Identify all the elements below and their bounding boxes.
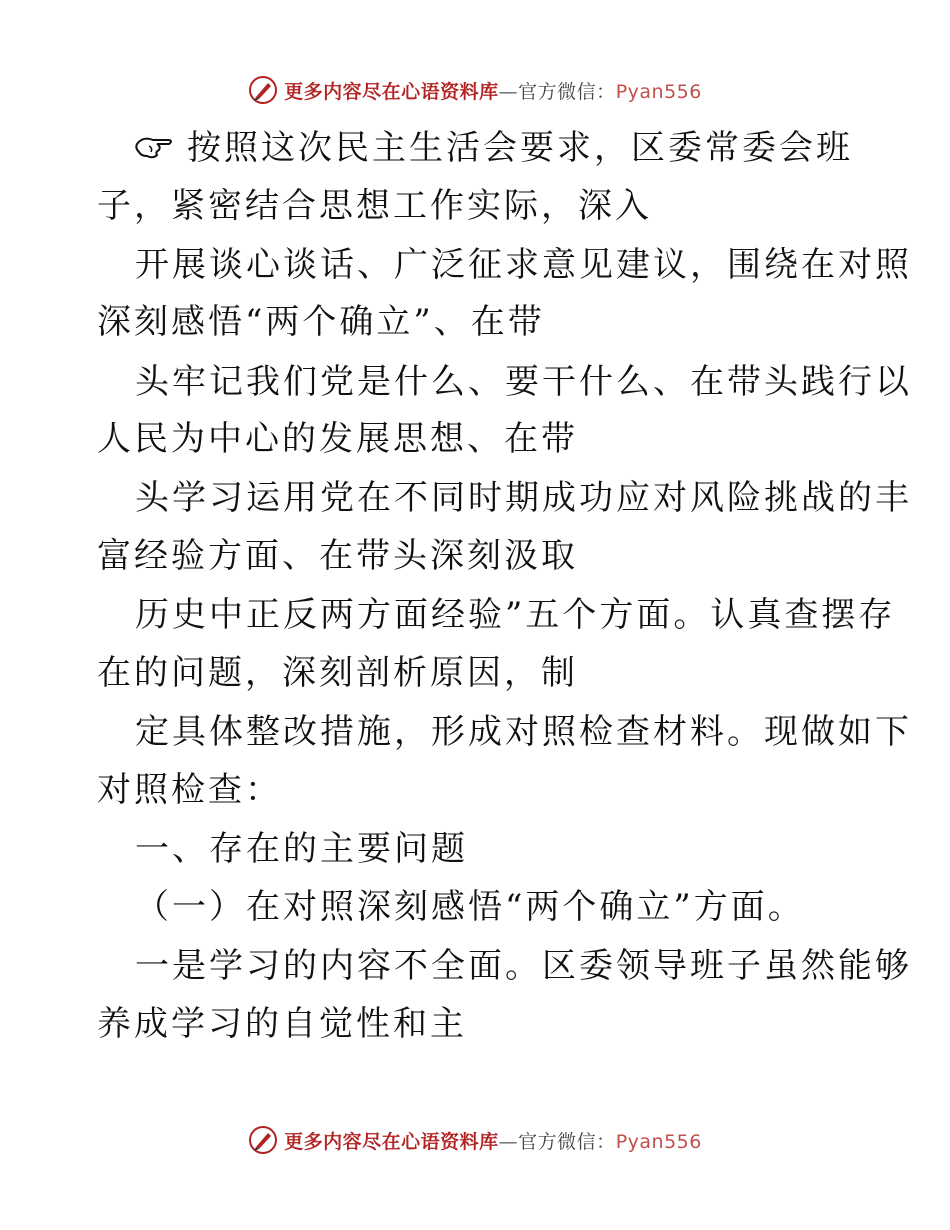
paragraph-line-2: 子，紧密结合思想工作实际，深入 — [97, 186, 652, 226]
paragraph-line-9: 历史中正反两方面经验”五个方面。认真查摆存 — [135, 595, 896, 635]
paragraph-line-5: 头牢记我们党是什么、要干什么、在带头践行以 — [135, 362, 912, 402]
watermark-text — [284, 1127, 702, 1154]
watermark-separator: — — [498, 80, 519, 103]
paragraph-line-15: 一是学习的内容不全面。区委领导班子虽然能够 — [135, 946, 912, 986]
watermark-id: Pyan556 — [615, 1130, 702, 1153]
paragraph-line-1 — [135, 128, 853, 168]
subsection-heading: （一）在对照深刻感悟“两个确立”方面。 — [135, 887, 805, 927]
paragraph-line-10: 在的问题，深刻剖析原因，制 — [97, 653, 578, 693]
watermark-label: 官方微信： — [518, 1130, 616, 1153]
paragraph-line-7: 头学习运用党在不同时期成功应对风险挑战的丰 — [135, 478, 912, 518]
line-text: 按照这次民主生活会要求，区委常委会班 — [187, 128, 853, 168]
paragraph-line-3: 开展谈心谈话、广泛征求意见建议，围绕在对照 — [135, 245, 912, 285]
paragraph-line-16: 养成学习的自觉性和主 — [97, 1004, 467, 1044]
pen-logo-icon — [248, 75, 278, 105]
watermark-brand: 更多内容尽在心语资料库 — [284, 80, 499, 103]
paragraph-line-4: 深刻感悟“两个确立”、在带 — [97, 302, 545, 342]
paragraph-line-11: 定具体整改措施，形成对照检查材料。现做如下 — [135, 712, 912, 752]
header-watermark — [0, 72, 950, 108]
paragraph-line-8: 富经验方面、在带头深刻汲取 — [97, 536, 578, 576]
watermark-id: Pyan556 — [615, 80, 702, 103]
pen-logo-icon — [248, 1125, 278, 1155]
paragraph-line-6: 人民为中心的发展思想、在带 — [97, 419, 578, 459]
watermark-separator: — — [498, 1130, 519, 1153]
section-heading: 一、存在的主要问题 — [135, 829, 468, 869]
watermark-text — [284, 77, 702, 104]
footer-watermark — [0, 1122, 950, 1158]
watermark-brand: 更多内容尽在心语资料库 — [284, 1130, 499, 1153]
paragraph-line-12: 对照检查： — [97, 770, 282, 810]
watermark-label: 官方微信： — [518, 80, 616, 103]
hand-pointer-icon — [135, 132, 175, 162]
